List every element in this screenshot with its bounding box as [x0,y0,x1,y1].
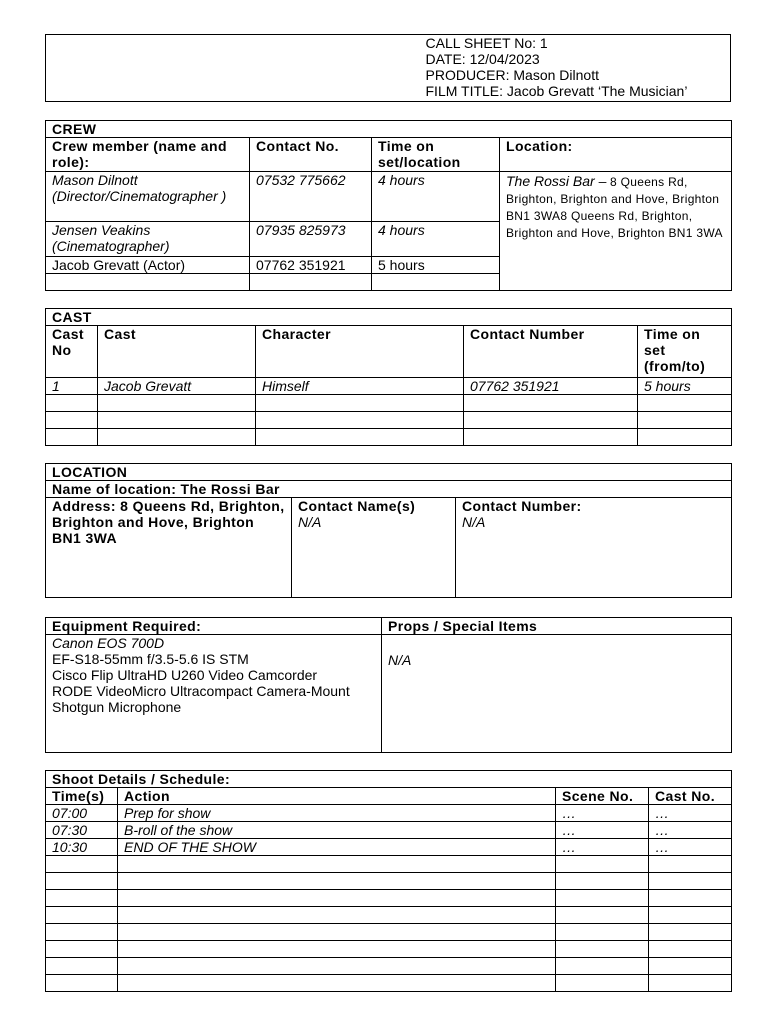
call-sheet-producer: PRODUCER: Mason Dilnott [425,67,599,83]
location-contact-name-cell [292,498,456,598]
schedule-header-scene: Scene No. [556,788,649,805]
crew-member-name: Jensen Veakins (Cinematographer) [46,222,250,257]
schedule-cast: … [649,805,732,822]
schedule-time: 07:30 [46,822,118,839]
call-sheet-date: DATE: 12/04/2023 [425,51,540,67]
equipment-table [45,617,732,753]
crew-member-time: 4 hours [372,222,500,257]
cast-time: 5 hours [638,378,732,395]
crew-empty-cell [372,274,500,291]
crew-location-cell [500,172,732,291]
cast-contact: 07762 351921 [464,378,638,395]
schedule-header-cast: Cast No. [649,788,732,805]
schedule-header-action: Action [118,788,556,805]
crew-empty-cell [46,274,250,291]
schedule-cast: … [649,839,732,856]
crew-table [45,120,732,291]
schedule-scene: … [556,805,649,822]
call-sheet-header [45,34,731,102]
location-contact-number-label: Contact Number: [462,498,582,514]
crew-location-name: The Rossi Bar – [506,173,607,189]
cast-table [45,308,732,446]
cast-title: CAST [46,309,732,326]
crew-header-location: Location: [500,138,732,172]
cast-header-no: Cast No [46,326,98,378]
location-title: LOCATION [46,464,732,481]
equipment-item: Canon EOS 700D [52,635,165,651]
crew-member-name: Jacob Grevatt (Actor) [46,257,250,274]
cast-name: Jacob Grevatt [98,378,256,395]
crew-location-address: 8 Queens Rd, Brighton, Brighton and Hove, Brighton BN1 3WA8 Queens Rd, Brighton, Brighton and Hove, Brighton BN1 3WA [506,175,723,240]
equipment-list [46,635,382,753]
crew-member-contact: 07935 825973 [250,222,372,257]
schedule-time: 10:30 [46,839,118,856]
props-value: N/A [388,652,412,668]
location-address: Address: 8 Queens Rd, Brighton, Brighton and Hove, Brighton BN1 3WA [46,498,292,598]
cast-header-time: Time on set (from/to) [638,326,732,378]
cast-header-cast: Cast [98,326,256,378]
cast-character: Himself [256,378,464,395]
crew-header-time: Time on set/location [372,138,500,172]
crew-header-member: Crew member (name and role): [46,138,250,172]
location-contact-number-value: N/A [462,514,486,530]
location-contact-name-label: Contact Name(s) [298,498,416,514]
schedule-header-time: Time(s) [46,788,118,805]
props-label: Props / Special Items [382,618,732,635]
schedule-title: Shoot Details / Schedule: [46,771,732,788]
crew-member-name: Mason Dilnott (Director/Cinematographer ) [46,172,250,222]
crew-member-contact: 07532 775662 [250,172,372,222]
crew-header-contact: Contact No. [250,138,372,172]
cast-no: 1 [46,378,98,395]
equipment-item: EF-S18-55mm f/3.5-5.6 IS STM [52,651,249,667]
schedule-action: Prep for show [118,805,556,822]
equipment-label: Equipment Required: [46,618,382,635]
location-name: Name of location: The Rossi Bar [46,481,732,498]
schedule-scene: … [556,839,649,856]
equipment-item: RODE VideoMicro Ultracompact Camera-Mount Shotgun Microphone [52,683,350,715]
schedule-cast: … [649,822,732,839]
crew-title: CREW [46,121,732,138]
equipment-item: Cisco Flip UltraHD U260 Video Camcorder [52,667,318,683]
location-table [45,463,732,598]
call-sheet-number: CALL SHEET No: 1 [425,35,548,51]
crew-member-time: 4 hours [372,172,500,222]
schedule-action: END OF THE SHOW [118,839,556,856]
location-contact-name-value: N/A [298,514,322,530]
location-contact-number-cell [456,498,732,598]
schedule-scene: … [556,822,649,839]
schedule-table [45,770,732,992]
schedule-action: B-roll of the show [118,822,556,839]
crew-empty-cell [250,274,372,291]
cast-header-contact: Contact Number [464,326,638,378]
props-cell [382,635,732,753]
schedule-time: 07:00 [46,805,118,822]
call-sheet-film-title: FILM TITLE: Jacob Grevatt ‘The Musician’ [425,83,688,99]
cast-header-character: Character [256,326,464,378]
crew-member-contact: 07762 351921 [250,257,372,274]
crew-member-time: 5 hours [372,257,500,274]
